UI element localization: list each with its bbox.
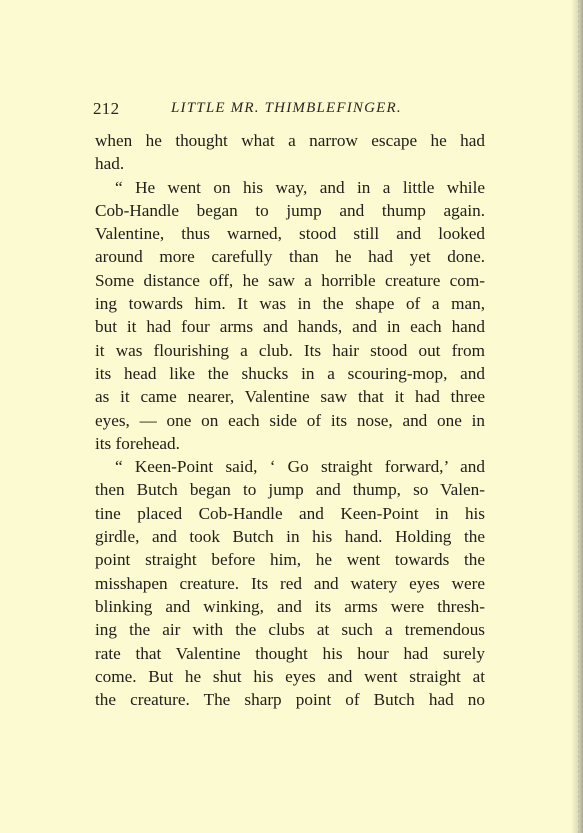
body-text: [95, 129, 485, 711]
text-line: “ He went on his way, and in a little while: [115, 177, 485, 197]
page-edge: [578, 0, 579, 833]
text-line: blinking and winking, and its arms were thresh-: [95, 596, 485, 616]
text-line: when he thought what a narrow escape he had: [95, 131, 485, 150]
text-line: Some distance off, he saw a horrible creature com-: [95, 270, 485, 290]
text-line: point straight before him, he went towards the: [95, 550, 485, 570]
text-line: tine placed Cob-Handle and Keen-Point in his: [95, 503, 485, 523]
page-edge-shadow: [571, 0, 583, 833]
text-line: as it came nearer, Valentine saw that it had three: [95, 387, 485, 407]
page-number: 212: [93, 99, 120, 118]
text-line: eyes, — one on each side of its nose, and one in: [95, 410, 485, 430]
text-line: then Butch began to jump and thump, so Valen-: [95, 480, 485, 500]
text-line: the creature. The sharp point of Butch had no: [95, 690, 485, 710]
text-line: ing the air with the clubs at such a tremendous: [95, 620, 485, 640]
text-line: but it had four arms and hands, and in each hand: [95, 317, 485, 337]
text-line: girdle, and took Butch in his hand. Holding the: [95, 527, 485, 547]
text-line: Cob-Handle began to jump and thump again.: [95, 200, 485, 220]
text-line: rate that Valentine thought his hour had surely: [95, 643, 485, 663]
text-line: its forehead.: [95, 433, 180, 453]
text-line: ing towards him. It was in the shape of a man,: [95, 294, 485, 314]
text-line: “ Keen-Point said, ‘ Go straight forward,’ and: [115, 457, 485, 477]
text-line: its head like the shucks in a scouring-mop, and: [95, 363, 485, 383]
text-line: misshapen creature. Its red and watery eyes were: [95, 573, 485, 593]
text-line: Valentine, thus warned, stood still and looked: [95, 224, 485, 244]
page-header: [93, 99, 485, 121]
text-line: around more carefully than he had yet done.: [95, 247, 485, 267]
running-head: LITTLE MR. THIMBLEFINGER.: [171, 100, 402, 116]
text-line: had.: [95, 154, 125, 174]
text-line: come. But he shut his eyes and went straight at: [95, 666, 485, 686]
text-line: it was flourishing a club. Its hair stood out from: [95, 340, 485, 360]
